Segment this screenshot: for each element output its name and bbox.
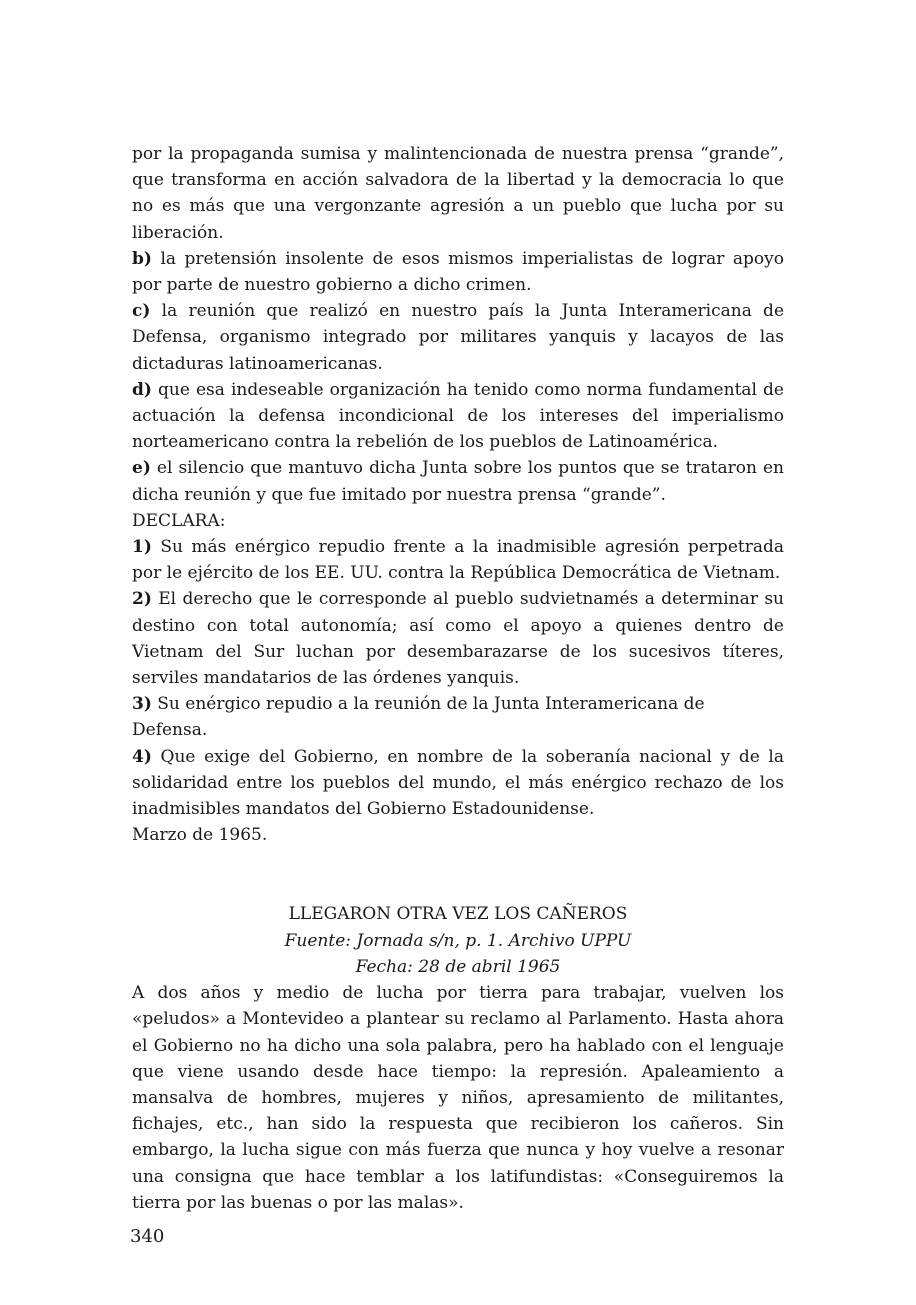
item-marker: d) bbox=[132, 379, 152, 400]
considerando-c bbox=[132, 298, 784, 377]
item-marker: e) bbox=[132, 458, 151, 479]
resolution-1 bbox=[132, 534, 784, 586]
section-source: Fuente: Jornada s/n, p. 1. Archivo UPPU bbox=[284, 930, 632, 951]
item-text: Que exige del Gobierno, en nombre de la soberanía nacional y de la solidaridad entre los pueblos del mundo, el más enérgico rechazo de los inadmisibles mandatos del Gobierno Estadounidense. bbox=[132, 746, 785, 820]
resolution-4 bbox=[132, 744, 784, 823]
item-text: la pretensión insolente de esos mismos imperialistas de lograr apoyo por parte de nuestro gobierno a dicho crimen. bbox=[132, 248, 785, 296]
item-marker: b) bbox=[132, 248, 152, 269]
item-text: Su enérgico repudio a la reunión de la Junta Interamericana de Defensa. bbox=[132, 694, 705, 741]
item-text: la reunión que realizó en nuestro país la Junta Interamericana de Defensa, organismo integrado por militares yanquis y lacayos de las dictaduras latinoamericanas. bbox=[132, 301, 785, 374]
considerando-b bbox=[132, 246, 784, 298]
section-title: LLEGARON OTRA VEZ LOS CAÑEROS bbox=[288, 904, 628, 925]
item-marker: 2) bbox=[132, 589, 152, 610]
considerando-d bbox=[132, 377, 784, 456]
page-number: 340 bbox=[130, 1226, 165, 1247]
section-heading bbox=[132, 901, 784, 980]
section-body-paragraph: A dos años y medio de lucha por tierra para trabajar, vuelven los «peludos» a Montevideo a plantear su reclamo al Parlamento. Hasta ahora el Gobierno no ha dicho una sola palabra, pero ha hablado con el lenguaje que viene usando desde hace tiempo: la represión. Apaleamiento a mansalva de hombres, mujeres y niños, apresamiento de militantes, fichajes, etc., han sido la respuesta que recibieron los cañeros. Sin embargo, la lucha sigue con más fuerza que nunca y hoy vuelve a resonar una consigna que hace temblar a los latifundistas: «Conseguiremos la tierra por las buenas o por las malas». bbox=[132, 983, 784, 1213]
item-text: el silencio que mantuvo dicha Junta sobre los puntos que se trataron en dicha reunión y que fue imitado por nuestra prensa “grande”. bbox=[132, 458, 785, 505]
intro-paragraph: por la propaganda sumisa y malintencionada de nuestra prensa “grande”, que transforma en acción salvadora de la libertad y la democracia lo que no es más que una vergonzante agresión a un pueblo que lucha por su liberación. bbox=[132, 144, 784, 243]
item-marker: 1) bbox=[132, 537, 152, 558]
section-date: Fecha: 28 de abril 1965 bbox=[355, 956, 561, 977]
resolution-2 bbox=[132, 586, 784, 691]
resolution-3 bbox=[132, 691, 784, 743]
date-line: Marzo de 1965. bbox=[132, 825, 268, 846]
declara-label: DECLARA: bbox=[132, 510, 226, 531]
page-body bbox=[132, 141, 784, 1216]
item-text: El derecho que le corresponde al pueblo sudvietnamés a determinar su destino con total autonomía; así como el apoyo a quienes dentro de Vietnam del Sur luchan por desembarazarse de los sucesivos títeres, serviles mandatarios de las órdenes yanquis. bbox=[132, 589, 784, 689]
item-text: Su más enérgico repudio frente a la inadmisible agresión perpetrada por le ejército de los EE. UU. contra la República Democrática de Vietnam. bbox=[132, 537, 784, 584]
item-marker: c) bbox=[132, 301, 151, 322]
item-marker: 4) bbox=[132, 746, 152, 767]
item-marker: 3) bbox=[132, 694, 152, 715]
considerando-e bbox=[132, 455, 784, 507]
item-text: que esa indeseable organización ha tenido como norma fundamental de actuación la defensa incondicional de los intereses del imperialismo norteamericano contra la rebelión de los pueblos de Latinoamérica. bbox=[132, 379, 784, 453]
